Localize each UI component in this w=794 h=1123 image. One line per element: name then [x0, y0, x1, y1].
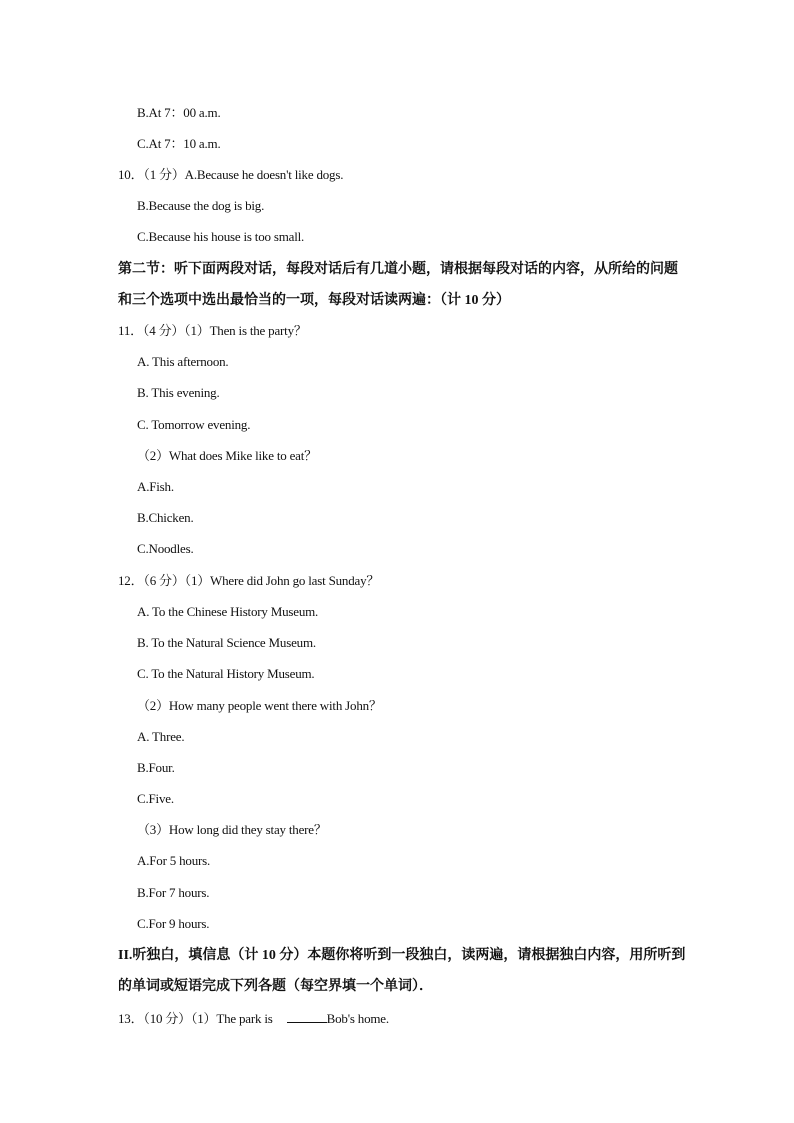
question-13	[118, 1010, 389, 1027]
option-12-3-b: B.For 7 hours.	[137, 885, 210, 900]
option-11-2-c: C.Noodles.	[137, 541, 194, 556]
question-10: 10．（1 分）A.Because he doesn't like dogs.	[118, 167, 344, 182]
option-12-1-c: C. To the Natural History Museum.	[137, 666, 315, 681]
question-13-suffix: Bob's home.	[326, 1011, 389, 1026]
option-12-2-c: C.Five.	[137, 791, 174, 806]
option-11-1-a: A. This afternoon.	[137, 354, 229, 369]
part-ii-heading: II.听独白，填信息（计 10 分）本题你将听到一段独白，读两遍，请根据独白内容，用所听到的单词或短语完成下列各题（每空界填一个单词）．	[118, 948, 686, 994]
question-11: 11．（4 分）（1）Then is the party？	[118, 323, 307, 338]
question-12: 12．（6 分）（1）Where did John go last Sunday？	[118, 573, 380, 588]
option-11-1-b: B. This evening.	[137, 385, 220, 400]
question-11-2: （2）What does Mike like to eat？	[137, 448, 317, 463]
answer-blank[interactable]	[287, 1010, 327, 1023]
option-12-1-a: A. To the Chinese History Museum.	[137, 604, 319, 619]
option-10-c: C.Because his house is too small.	[137, 229, 305, 244]
section-2-heading: 第二节：听下面两段对话，每段对话后有几道小题，请根据每段对话的内容，从所给的问题和三个选项中选出最恰当的一项，每段对话读两遍：（计 10 分）	[118, 262, 678, 308]
question-12-3: （3）How long did they stay there？	[137, 822, 327, 837]
question-13-prefix: 13．（10 分）（1）The park is	[118, 1011, 273, 1026]
option-9-b: B.At 7：00 a.m.	[137, 105, 221, 120]
option-12-2-a: A. Three.	[137, 729, 185, 744]
option-11-2-b: B.Chicken.	[137, 510, 194, 525]
option-9-c: C.At 7：10 a.m.	[137, 136, 221, 151]
option-11-1-c: C. Tomorrow evening.	[137, 417, 251, 432]
option-12-3-a: A.For 5 hours.	[137, 853, 211, 868]
option-11-2-a: A.Fish.	[137, 479, 174, 494]
option-10-b: B.Because the dog is big.	[137, 198, 265, 213]
question-12-2: （2）How many people went there with John？	[137, 698, 382, 713]
option-12-1-b: B. To the Natural Science Museum.	[137, 635, 316, 650]
option-12-3-c: C.For 9 hours.	[137, 916, 210, 931]
option-12-2-b: B.Four.	[137, 760, 175, 775]
